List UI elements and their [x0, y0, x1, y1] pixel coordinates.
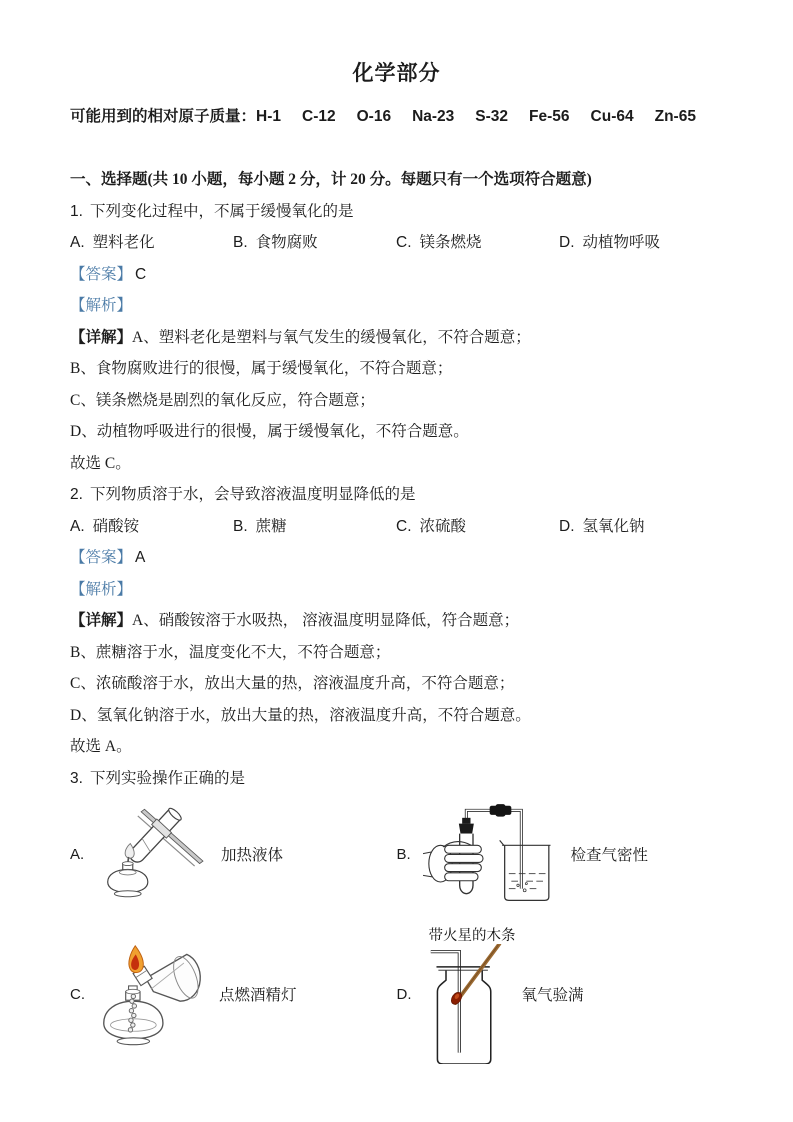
option-letter: D. [559, 517, 575, 535]
question-2-stem-line [70, 479, 723, 511]
question-2-number: 2. [70, 486, 83, 503]
check-airtightness-illustration [423, 802, 558, 907]
figure-annotation: 带火星的木条 [428, 928, 516, 944]
option-letter: D. [559, 234, 575, 251]
figure-option-c [70, 942, 397, 1047]
option-text: 浓硫酸 [419, 517, 467, 535]
figure-letter: A. [70, 845, 85, 863]
heating-liquid-illustration [96, 804, 208, 904]
question-1-number: 1. [70, 202, 83, 220]
question-1-detail-c: C、镁条燃烧是剧烈的氧化反应，符合题意； [70, 391, 375, 409]
question-2-detail-b: B、蔗糖溶于水，温度变化不大，不符合题意； [70, 643, 391, 661]
question-1-stem-line [70, 196, 723, 228]
light-alcohol-lamp-illustration [96, 942, 206, 1047]
detail-text: A、塑料老化是塑料与氧气发生的缓慢氧化，不符合题意； [132, 328, 531, 346]
option-letter: A. [70, 517, 85, 535]
page-title: 化学部分 [352, 61, 441, 85]
question-2-detail-d: D、氢氧化钠溶于水，放出大量的热，溶液温度升高，不符合题意。 [70, 706, 531, 724]
atomic-mass-value: Cu-64 [590, 108, 634, 125]
question-3-figure-row-2 [70, 923, 723, 1065]
question-2-answer-line [70, 542, 723, 574]
question-3-stem: 下列实验操作正确的是 [89, 769, 245, 787]
atomic-mass-line [70, 101, 723, 164]
option-text: 镁条燃烧 [419, 234, 482, 251]
atomic-mass-value: Zn-65 [654, 108, 696, 125]
option-text: 氢氧化钠 [582, 517, 645, 535]
atomic-mass-value: Fe-56 [529, 108, 570, 125]
question-1-detail-d: D、动植物呼吸进行的很慢，属于缓慢氧化，不符合题意。 [70, 423, 469, 440]
figure-option-a [70, 804, 397, 904]
question-3-stem-line [70, 763, 723, 795]
detail-label: 【详解】 [70, 328, 133, 346]
oxygen-full-test-illustration [423, 944, 509, 1064]
option-letter: C. [396, 234, 412, 251]
atomic-mass-value: H-1 [256, 108, 281, 125]
answer-label: 【答案】 [70, 549, 133, 566]
question-2-stem: 下列物质溶于水，会导致溶液温度明显降低的是 [89, 486, 416, 503]
option-letter: C. [396, 517, 412, 535]
option-text: 硝酸铵 [92, 517, 140, 535]
answer-label: 【答案】 [70, 265, 133, 283]
figure-option-d [397, 924, 724, 1064]
option-c [396, 511, 559, 543]
question-2-detail-line [70, 605, 723, 637]
option-letter: A. [70, 234, 85, 251]
question-1-analysis-line [70, 290, 723, 322]
atomic-mass-value: O-16 [356, 108, 392, 125]
question-1-stem: 下列变化过程中，不属于缓慢氧化的是 [89, 202, 354, 220]
question-3-number: 3. [70, 769, 83, 787]
atomic-mass-value: Na-23 [412, 108, 455, 125]
question-1-detail-b: B、食物腐败进行的很慢，属于缓慢氧化，不符合题意； [70, 360, 453, 377]
option-text: 蔗糖 [255, 517, 287, 535]
option-d [559, 227, 723, 259]
figure-caption: 加热液体 [221, 847, 284, 864]
option-letter: B. [233, 234, 248, 251]
answer-value: C [135, 265, 147, 283]
question-1-detail-line [70, 322, 723, 354]
option-text: 塑料老化 [92, 234, 155, 251]
analysis-label: 【解析】 [70, 297, 133, 314]
option-b [233, 511, 396, 543]
option-letter: B. [233, 517, 248, 535]
answer-value: A [135, 549, 146, 566]
question-1-options [70, 227, 723, 259]
option-b [233, 227, 396, 259]
question-2-detail-c: C、浓硫酸溶于水，放出大量的热，溶液温度升高，不符合题意； [70, 675, 515, 692]
question-2-analysis-line [70, 574, 723, 606]
section-heading: 一、选择题(共 10 小题，每小题 2 分，计 20 分。每题只有一个选项符合题意) [70, 171, 592, 188]
atomic-mass-label: 可能用到的相对原子质量： [70, 108, 257, 125]
figure-caption: 氧气验满 [521, 987, 584, 1004]
figure-option-b [397, 802, 724, 907]
question-1-answer-line [70, 259, 723, 291]
option-text: 动植物呼吸 [582, 234, 661, 251]
figure-caption: 点燃酒精灯 [219, 987, 297, 1004]
figure-letter: C. [70, 985, 85, 1003]
figure-letter: D. [396, 985, 412, 1003]
option-text: 食物腐败 [255, 234, 318, 251]
oxygen-test-figure-wrap [423, 924, 516, 1064]
detail-text: A、硝酸铵溶于水吸热， 溶液温度明显降低，符合题意； [132, 612, 520, 629]
atomic-mass-value: S-32 [475, 108, 509, 125]
figure-caption: 检查气密性 [570, 847, 649, 864]
figure-letter: B. [396, 845, 411, 863]
option-d [559, 511, 723, 543]
question-2-options [70, 511, 723, 543]
question-2-conclusion: 故选 A。 [70, 738, 132, 755]
option-a [70, 227, 233, 259]
question-3-figure-row-1 [70, 799, 723, 909]
analysis-label: 【解析】 [70, 580, 133, 598]
option-a [70, 511, 233, 543]
detail-label: 【详解】 [70, 612, 133, 629]
atomic-mass-value: C-12 [302, 108, 336, 125]
option-c [396, 227, 559, 259]
question-1-conclusion: 故选 C。 [70, 454, 131, 472]
